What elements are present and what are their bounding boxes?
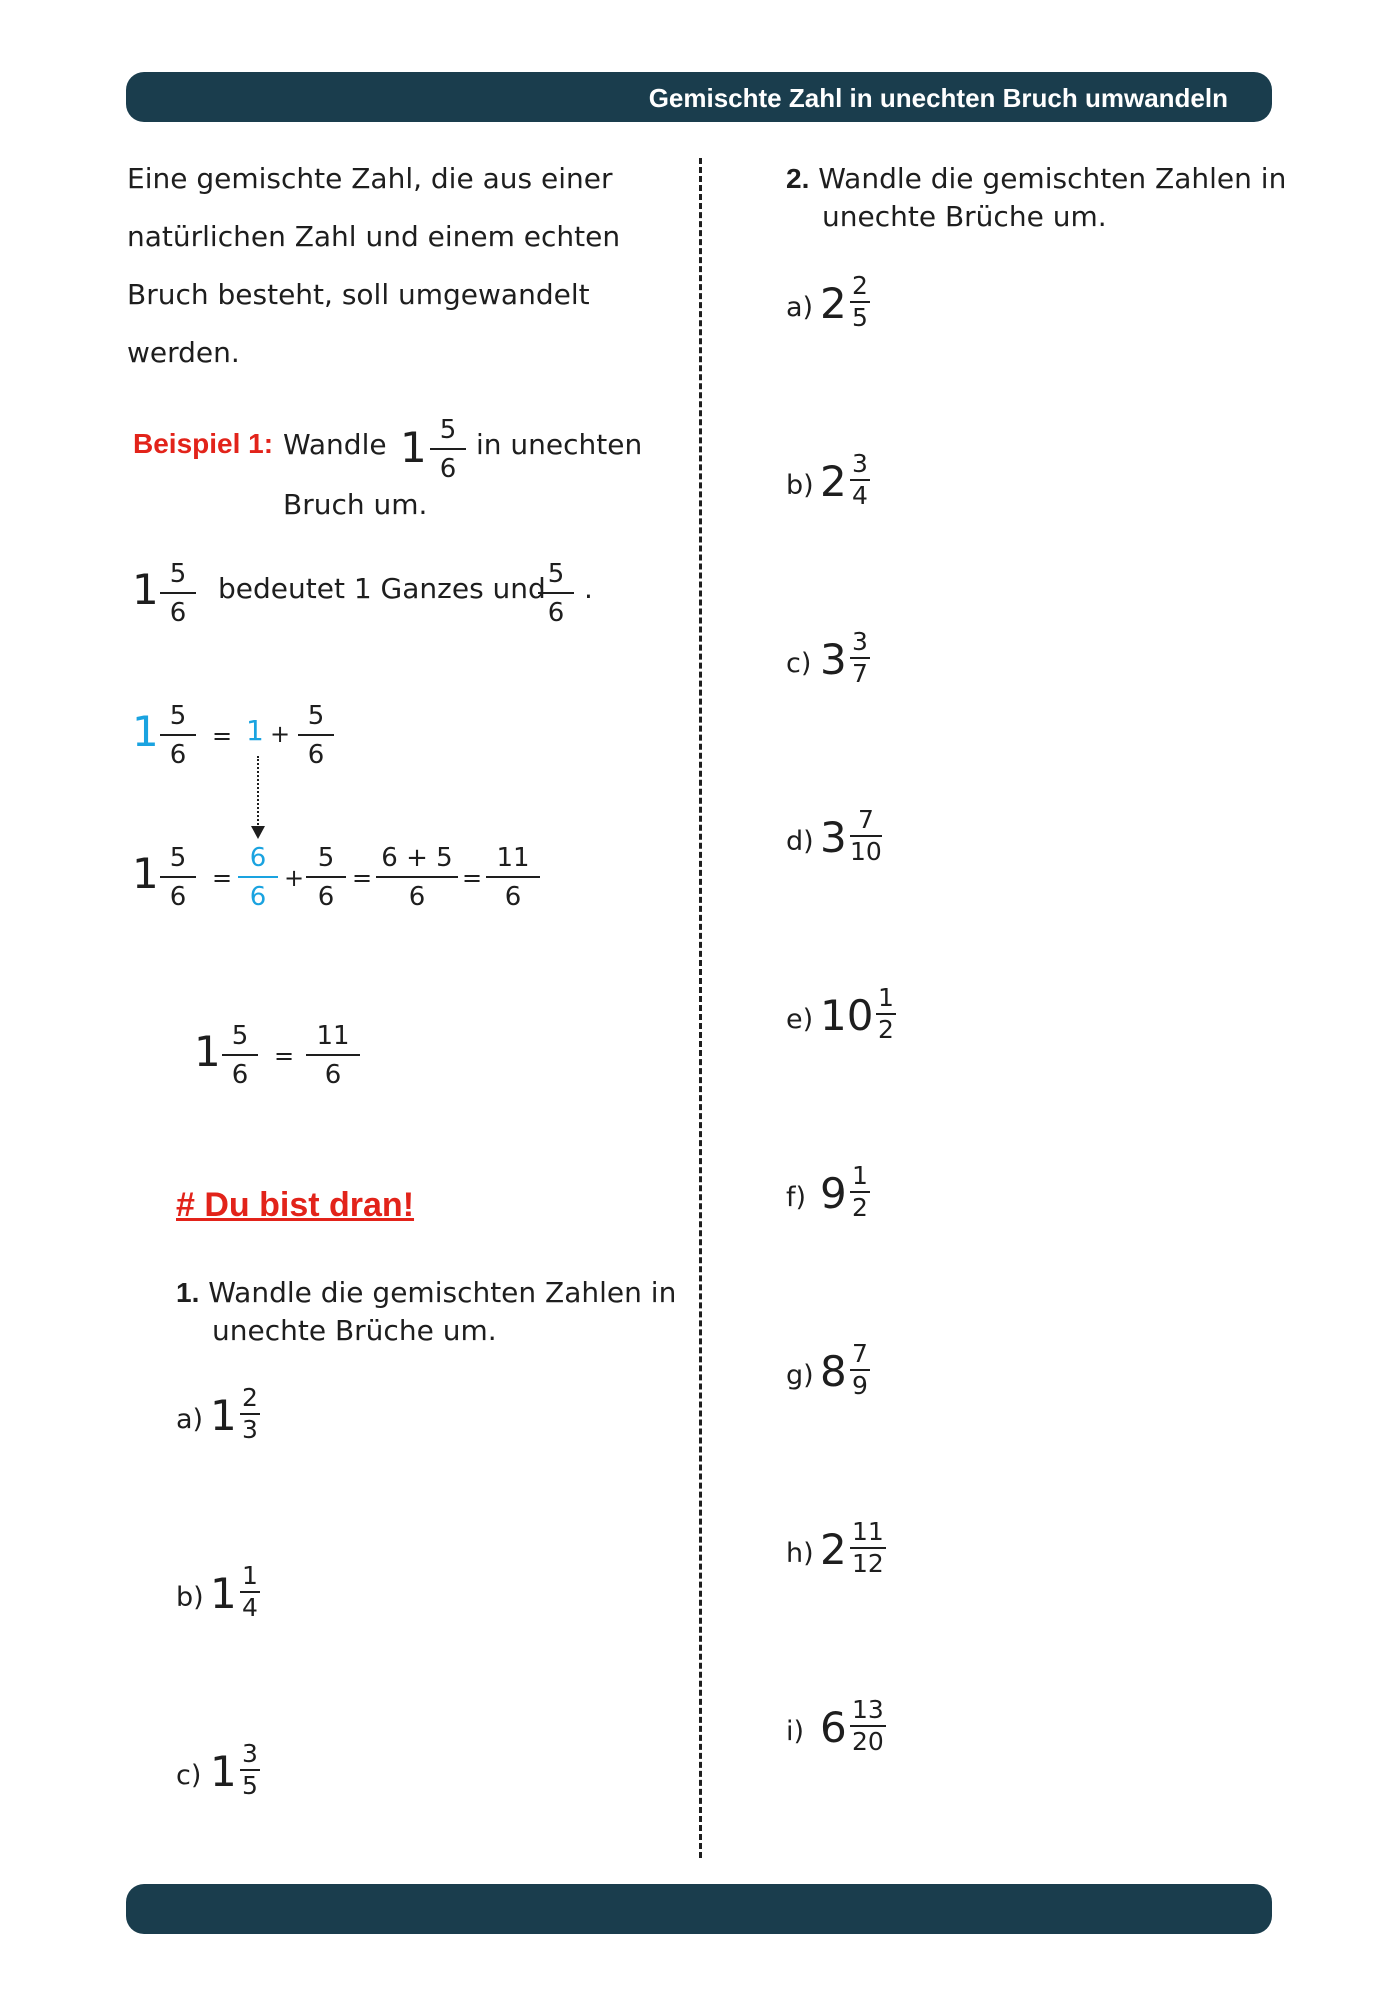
step2-fraction-2	[306, 842, 346, 913]
step2-fraction	[160, 842, 196, 913]
example-text-after: in unechten	[476, 428, 643, 461]
step1-equals: =	[212, 722, 233, 750]
item-label: e)	[786, 1004, 814, 1035]
step1-numerator-2: 5	[298, 700, 334, 736]
item-fraction	[240, 1740, 260, 1800]
task1-text-line2: unechte Brüche um.	[212, 1314, 497, 1347]
item-numerator: 1	[240, 1562, 260, 1593]
step2-denominator-blue: 6	[249, 882, 267, 912]
step2-numerator-blue: 6	[238, 842, 278, 878]
example-numerator: 5	[430, 414, 466, 450]
task1-instruction	[176, 1274, 676, 1312]
item-whole: 9	[820, 1169, 847, 1218]
header-bar	[126, 72, 1272, 122]
item-numerator: 3	[850, 450, 870, 481]
item-numerator: 2	[850, 272, 870, 303]
item-denominator: 10	[850, 837, 882, 866]
item-whole: 3	[820, 635, 847, 684]
step2-numerator-sum: 6 + 5	[376, 842, 458, 878]
item-denominator: 12	[852, 1549, 884, 1578]
step1-plus: +	[270, 720, 291, 748]
item-numerator: 3	[240, 1740, 260, 1771]
item-numerator: 1	[850, 1162, 870, 1193]
step2-denominator: 6	[169, 882, 187, 912]
step1-whole: 1	[132, 707, 159, 756]
result-denominator: 6	[231, 1060, 249, 1090]
step2-numerator-result: 11	[486, 842, 540, 878]
item-fraction	[240, 1384, 260, 1444]
example-fraction	[430, 414, 466, 485]
step2-numerator-2: 5	[306, 842, 346, 878]
item-label: b)	[786, 470, 814, 501]
example-denominator: 6	[439, 454, 457, 484]
item-denominator: 9	[852, 1371, 868, 1400]
item-numerator: 7	[850, 806, 882, 837]
task2-instruction	[786, 160, 1286, 198]
result-denominator-2: 6	[324, 1060, 342, 1090]
item-denominator: 5	[852, 303, 868, 332]
intro-paragraph: Eine gemischte Zahl, die aus einer natürlichen Zahl und einem echten Bruch besteht, soll umgewandelt werden.	[127, 162, 621, 369]
step2-fraction-result	[486, 842, 540, 913]
item-fraction	[240, 1562, 260, 1622]
result-numerator: 5	[222, 1020, 258, 1056]
item-denominator: 3	[242, 1415, 258, 1444]
item-whole: 3	[820, 813, 847, 862]
task1-number: 1.	[176, 1277, 200, 1308]
item-whole: 2	[820, 1525, 847, 1574]
item-fraction	[850, 806, 882, 866]
step2-equals-3: =	[462, 864, 483, 892]
item-denominator: 7	[852, 659, 868, 688]
item-whole: 2	[820, 457, 847, 506]
item-whole: 2	[820, 279, 847, 328]
task2-text: Wandle die gemischten Zahlen in	[818, 162, 1287, 195]
example-whole: 1	[400, 423, 427, 472]
item-fraction	[850, 1340, 870, 1400]
result-whole: 1	[194, 1027, 221, 1076]
item-numerator: 7	[850, 1340, 870, 1371]
step2-equals-1: =	[212, 864, 233, 892]
item-label: c)	[786, 648, 812, 679]
meaning-fraction	[160, 558, 196, 629]
item-numerator: 3	[850, 628, 870, 659]
item-whole: 1	[210, 1569, 237, 1618]
item-fraction	[850, 628, 870, 688]
item-numerator: 11	[850, 1518, 886, 1549]
result-numerator-2: 11	[306, 1020, 360, 1056]
item-denominator: 20	[852, 1727, 884, 1756]
step2-equals-2: =	[352, 864, 373, 892]
item-fraction	[850, 1518, 886, 1578]
your-turn-heading: # Du bist dran!	[176, 1186, 415, 1224]
item-label: f)	[786, 1182, 807, 1213]
item-numerator: 2	[240, 1384, 260, 1415]
result-equals: =	[274, 1042, 295, 1070]
meaning-fraction-2	[538, 558, 574, 629]
result-fraction	[222, 1020, 258, 1091]
item-label: i)	[786, 1716, 805, 1747]
task2-number: 2.	[786, 163, 810, 194]
example-label: Beispiel 1:	[133, 428, 274, 459]
step2-denominator-sum: 6	[408, 882, 426, 912]
step2-fraction-sum	[376, 842, 458, 913]
meaning-denominator-2: 6	[547, 598, 565, 628]
item-label: d)	[786, 826, 814, 857]
step2-denominator-2: 6	[317, 882, 335, 912]
item-whole: 10	[820, 991, 874, 1040]
step2-numerator: 5	[160, 842, 196, 878]
task2-text-line2: unechte Brüche um.	[822, 200, 1107, 233]
dotted-arrow-line	[257, 756, 259, 828]
item-denominator: 5	[242, 1771, 258, 1800]
item-label: c)	[176, 1760, 202, 1791]
step2-denominator-result: 6	[504, 882, 522, 912]
item-fraction	[850, 450, 870, 510]
meaning-whole: 1	[132, 565, 159, 614]
meaning-period: .	[584, 572, 593, 605]
item-numerator: 13	[850, 1696, 886, 1727]
step1-denominator: 6	[169, 740, 187, 770]
item-denominator: 4	[852, 481, 868, 510]
meaning-numerator-2: 5	[538, 558, 574, 594]
step2-plus: +	[284, 864, 305, 892]
item-label: g)	[786, 1360, 814, 1391]
item-label: a)	[786, 292, 814, 323]
item-whole: 8	[820, 1347, 847, 1396]
item-whole: 1	[210, 1747, 237, 1796]
example-text-before: Wandle	[283, 428, 387, 461]
step1-numerator: 5	[160, 700, 196, 736]
item-fraction	[850, 272, 870, 332]
step1-denominator-2: 6	[307, 740, 325, 770]
item-label: h)	[786, 1538, 814, 1569]
column-divider	[699, 158, 702, 1858]
step1-fraction	[160, 700, 196, 771]
item-denominator: 4	[242, 1593, 258, 1622]
item-whole: 1	[210, 1391, 237, 1440]
result-fraction-2	[306, 1020, 360, 1091]
item-fraction	[850, 1162, 870, 1222]
item-fraction	[876, 984, 896, 1044]
task1-text: Wandle die gemischten Zahlen in	[208, 1276, 677, 1309]
meaning-numerator: 5	[160, 558, 196, 594]
item-numerator: 1	[876, 984, 896, 1015]
footer-bar	[126, 1884, 1272, 1934]
step1-one: 1	[246, 714, 264, 747]
arrow-head-icon	[251, 826, 265, 839]
example-text-line2: Bruch um.	[283, 488, 428, 521]
item-fraction	[850, 1696, 886, 1756]
item-label: b)	[176, 1582, 204, 1613]
item-denominator: 2	[852, 1193, 868, 1222]
item-denominator: 2	[878, 1015, 894, 1044]
item-label: a)	[176, 1404, 204, 1435]
item-whole: 6	[820, 1703, 847, 1752]
page-title: Gemischte Zahl in unechten Bruch umwandeln	[648, 83, 1228, 113]
meaning-denominator: 6	[169, 598, 187, 628]
meaning-text: bedeutet 1 Ganzes und	[218, 572, 546, 605]
step2-fraction-blue	[238, 842, 278, 913]
step2-whole: 1	[132, 849, 159, 898]
step1-fraction-2	[298, 700, 334, 771]
